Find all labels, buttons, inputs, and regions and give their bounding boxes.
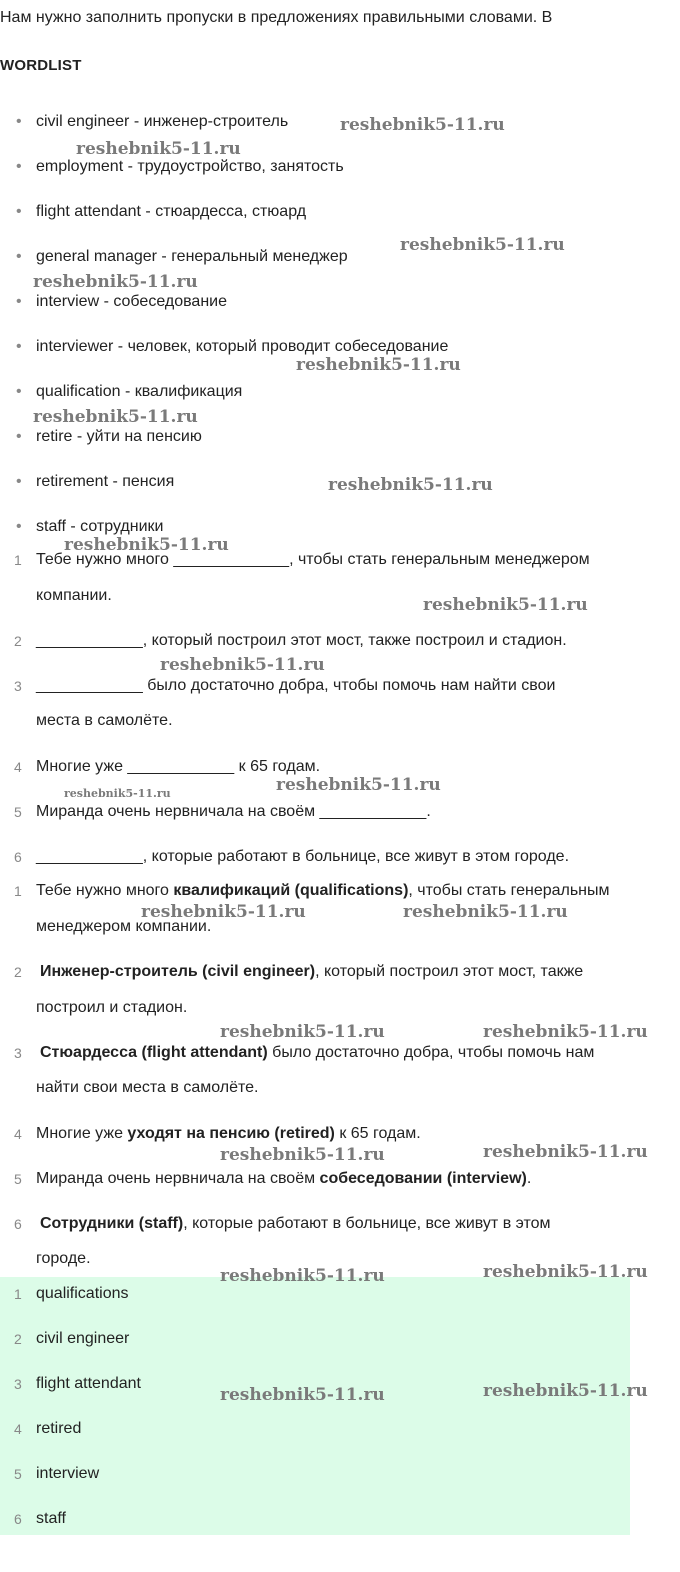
translation-text-cont: найти свои места в самолёте. xyxy=(36,1079,259,1096)
question-number: 3 xyxy=(14,678,22,694)
answer-number: 3 xyxy=(14,1376,22,1392)
translation-text-cont: менеджером компании. xyxy=(36,918,212,935)
question-text: ____________, которые работают в больнице, все живут в этом городе. xyxy=(36,848,570,865)
translation-number: 1 xyxy=(14,883,22,899)
watermark: reshebnik5-11.ru xyxy=(220,1145,385,1165)
answer-text: flight attendant xyxy=(36,1375,141,1392)
wordlist-item: • employment - трудоустройство, занятость xyxy=(16,158,344,175)
translation-text: Сотрудники (staff), которые работают в больнице, все живут в этом xyxy=(40,1215,551,1232)
wordlist-item: • retirement - пенсия xyxy=(16,473,175,490)
watermark: reshebnik5-11.ru xyxy=(296,355,461,375)
question-number: 2 xyxy=(14,633,22,649)
bullet-icon: • xyxy=(16,113,22,130)
answer-text: interview xyxy=(36,1465,100,1482)
answer-number: 5 xyxy=(14,1466,22,1482)
question-text: Тебе нужно много _____________, чтобы стать генеральным менеджером xyxy=(36,551,590,568)
answer-text: retired xyxy=(36,1420,82,1437)
translation-text: Миранда очень нервничала на своём собеседовании (interview). xyxy=(36,1170,532,1187)
watermark: reshebnik5-11.ru xyxy=(220,1266,385,1286)
watermark: reshebnik5-11.ru xyxy=(64,535,229,555)
wordlist-item: • staff - сотрудники xyxy=(16,518,164,535)
question-text: ____________ было достаточно добра, чтобы помочь нам найти свои xyxy=(36,677,556,694)
question-number: 6 xyxy=(14,849,22,865)
question-number: 5 xyxy=(14,804,22,820)
question-text: ____________, который построил этот мост, также построил и стадион. xyxy=(36,632,567,649)
translation-text-cont: построил и стадион. xyxy=(36,999,188,1016)
translation-text: Инженер-строитель (civil engineer), который построил этот мост, также xyxy=(40,963,584,980)
wordlist-item: • retire - уйти на пенсию xyxy=(16,428,202,445)
translation-text: Многие уже уходят на пенсию (retired) к 65 годам. xyxy=(36,1125,421,1142)
question-number: 1 xyxy=(14,552,22,568)
translation-text: Стюардесса (flight attendant) было достаточно добра, чтобы помочь нам xyxy=(40,1044,595,1061)
bullet-icon: • xyxy=(16,203,22,220)
watermark: reshebnik5-11.ru xyxy=(33,272,198,292)
wordlist-item: • interview - собеседование xyxy=(16,293,227,310)
bullet-icon: • xyxy=(16,338,22,355)
answer-number: 1 xyxy=(14,1286,22,1302)
watermark: reshebnik5-11.ru xyxy=(483,1142,648,1162)
wordlist-item: • civil engineer - инженер-строитель xyxy=(16,113,289,130)
wordlist-item: • flight attendant - стюардесса, стюард xyxy=(16,203,307,220)
watermark: reshebnik5-11.ru xyxy=(33,407,198,427)
question-text: Многие уже ____________ к 65 годам. xyxy=(36,758,321,775)
translation-number: 4 xyxy=(14,1126,22,1142)
bullet-icon: • xyxy=(16,518,22,535)
answer-number: 2 xyxy=(14,1331,22,1347)
watermark: reshebnik5-11.ru xyxy=(220,1022,385,1042)
watermark: reshebnik5-11.ru xyxy=(328,475,493,495)
answer-text: civil engineer xyxy=(36,1330,130,1347)
question-text-cont: места в самолёте. xyxy=(36,712,173,729)
watermark: reshebnik5-11.ru xyxy=(340,115,505,135)
intro-text: Нам нужно заполнить пропуски в предложениях правильными словами. В xyxy=(0,9,553,26)
translation-number: 2 xyxy=(14,964,22,980)
translation-number: 5 xyxy=(14,1171,22,1187)
answers-panel xyxy=(0,1277,630,1535)
translation-number: 6 xyxy=(14,1216,22,1232)
bullet-icon: • xyxy=(16,158,22,175)
watermark: reshebnik5-11.ru xyxy=(483,1022,648,1042)
watermark: reshebnik5-11.ru xyxy=(141,902,306,922)
watermark: reshebnik5-11.ru xyxy=(400,235,565,255)
translation-text: Тебе нужно много квалификаций (qualifications), чтобы стать генеральным xyxy=(36,882,610,899)
watermark: reshebnik5-11.ru xyxy=(160,655,325,675)
watermark: reshebnik5-11.ru xyxy=(76,139,241,159)
bullet-icon: • xyxy=(16,473,22,490)
wordlist-item: • interviewer - человек, который проводит собеседование xyxy=(16,338,449,355)
bullet-icon: • xyxy=(16,428,22,445)
answer-number: 6 xyxy=(14,1511,22,1527)
wordlist-item: • qualification - квалификация xyxy=(16,383,243,400)
question-text-cont: компании. xyxy=(36,587,112,604)
watermark: reshebnik5-11.ru xyxy=(483,1381,648,1401)
wordlist-heading: WORDLIST xyxy=(0,57,82,74)
bullet-icon: • xyxy=(16,248,22,265)
answer-number: 4 xyxy=(14,1421,22,1437)
translation-text-cont: городе. xyxy=(36,1250,91,1267)
watermark: reshebnik5-11.ru xyxy=(403,902,568,922)
answer-text: staff xyxy=(36,1510,66,1527)
watermark: reshebnik5-11.ru xyxy=(220,1385,385,1405)
answer-text: qualifications xyxy=(36,1285,129,1302)
watermark: reshebnik5-11.ru xyxy=(276,775,441,795)
question-text: Миранда очень нервничала на своём ____________. xyxy=(36,803,431,820)
watermark: reshebnik5-11.ru xyxy=(483,1262,648,1282)
watermark: reshebnik5-11.ru xyxy=(423,595,588,615)
bullet-icon: • xyxy=(16,293,22,310)
watermark: reshebnik5-11.ru xyxy=(64,787,171,800)
wordlist-item: • general manager - генеральный менеджер xyxy=(16,248,348,265)
translation-number: 3 xyxy=(14,1045,22,1061)
question-number: 4 xyxy=(14,759,22,775)
bullet-icon: • xyxy=(16,383,22,400)
